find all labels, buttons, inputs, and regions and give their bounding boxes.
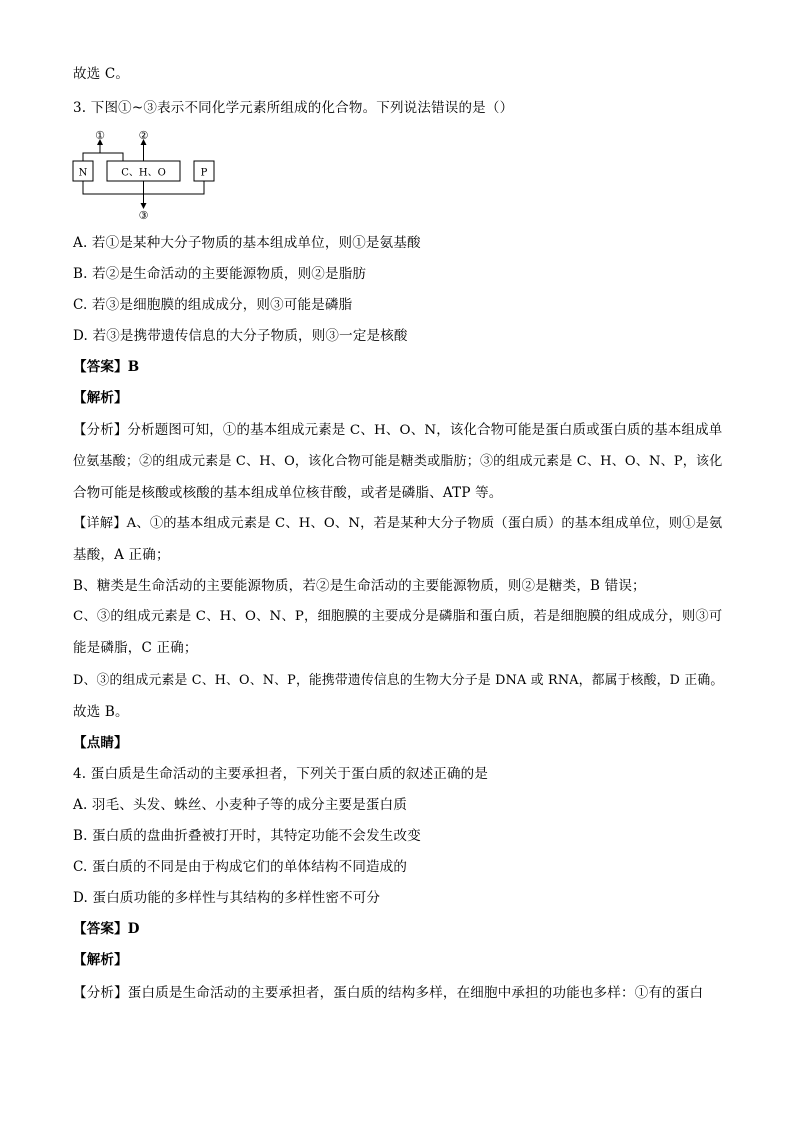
option-c: C. 若③是细胞膜的组成成分，则③可能是磷脂 [73, 297, 353, 313]
option-b: B. 若②是生命活动的主要能源物质，则②是脂肪 [73, 266, 367, 282]
box-cho-label: C、H、O [121, 167, 166, 179]
option-d: D. 蛋白质功能的多样性与其结构的多样性密不可分 [73, 890, 381, 906]
box-n-label: N [78, 167, 88, 179]
option-b: B. 蛋白质的盘曲折叠被打开时，其特定功能不会发生改变 [73, 828, 421, 844]
answer-heading: 【答案】D [73, 921, 140, 937]
option-d: D. 若③是携带遗传信息的大分子物质，则③一定是核酸 [73, 328, 408, 344]
label-3: ③ [138, 209, 149, 222]
detail-paragraph: 【详解】A、①的基本组成元素是 C、H、O、N，若是某种大分子物质（蛋白质）的基本组成单位，则①是氨 [73, 516, 723, 531]
bracket-1 [83, 153, 123, 161]
detail-paragraph: 基酸，A 正确； [73, 547, 170, 563]
question-3-stem: 3. 下图①~③表示不同化学元素所组成的化合物。下列说法错误的是（） [73, 100, 514, 116]
detail-paragraph: C、③的组成元素是 C、H、O、N、P，细胞膜的主要成分是磷脂和蛋白质，若是细胞膜的组成成分，则③可 [73, 609, 723, 624]
detail-paragraph: D、③的组成元素是 C、H、O、N、P，能携带遗传信息的生物大分子是 DNA 或 RNA，都属于核酸，D 正确。 [73, 673, 724, 688]
analysis-paragraph: 【分析】蛋白质是生命活动的主要承担者，蛋白质的结构多样，在细胞中承担的功能也多样：①有的蛋白 [73, 985, 704, 1001]
comment-heading: 【点睛】 [73, 735, 128, 751]
analysis-paragraph: 位氨基酸；②的组成元素是 C、H、O，该化合物可能是糖类或脂肪；③的组成元素是 C、H、O、N、P，该化 [73, 454, 723, 469]
label-2: ② [138, 129, 149, 142]
answer-heading: 【答案】B [73, 359, 140, 375]
text-line: 故选 C。 [73, 66, 130, 82]
analysis-paragraph: 合物可能是核酸或核酸的基本组成单位核苷酸，或者是磷脂、ATP 等。 [73, 485, 503, 501]
detail-paragraph: B、糖类是生命活动的主要能源物质，若②是生命活动的主要能源物质，则②是糖类，B 错误； [73, 578, 646, 594]
question-4-stem: 4. 蛋白质是生命活动的主要承担者，下列关于蛋白质的叙述正确的是 [73, 766, 489, 782]
analysis-paragraph: 【分析】分析题图可知，①的基本组成元素是 C、H、O、N，该化合物可能是蛋白质或蛋白质的基本组成单 [73, 423, 723, 438]
element-composition-diagram [70, 126, 220, 222]
analysis-heading: 【解析】 [73, 952, 128, 968]
label-1: ① [95, 129, 105, 142]
option-a: A. 若①是某种大分子物质的基本组成单位，则①是氨基酸 [73, 235, 421, 251]
box-p-label: P [200, 167, 208, 179]
text-line: 故选 B。 [73, 704, 129, 720]
option-a: A. 羽毛、头发、蛛丝、小麦种子等的成分主要是蛋白质 [73, 797, 408, 813]
analysis-heading: 【解析】 [73, 390, 128, 406]
option-c: C. 蛋白质的不同是由于构成它们的单体结构不同造成的 [73, 859, 408, 875]
detail-paragraph: 能是磷脂，C 正确； [73, 640, 198, 656]
